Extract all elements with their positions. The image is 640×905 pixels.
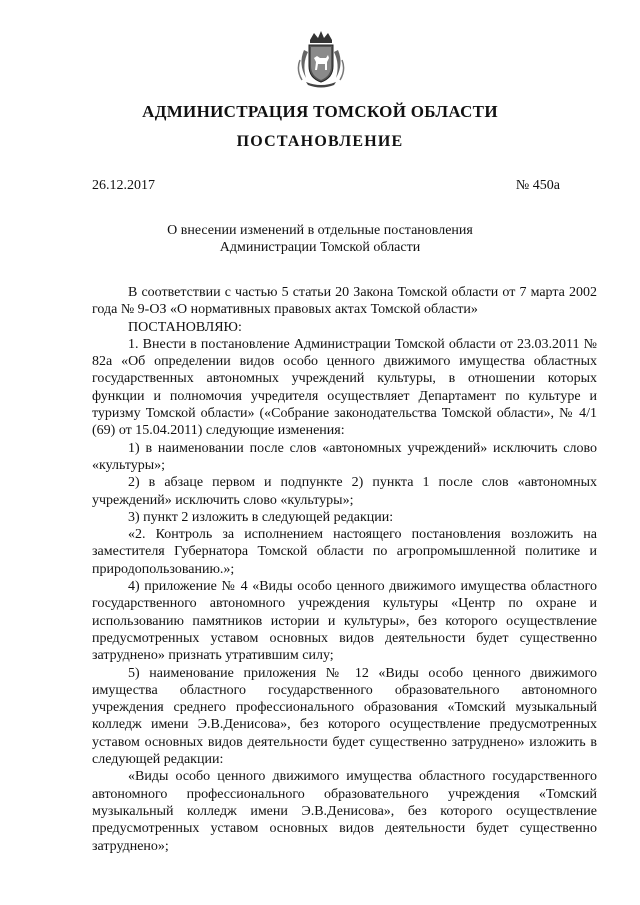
paragraph: «Виды особо ценного движимого имущества областного государственного автономного профессионального образовательного учреждения «Томский музыкальный колледж имени Э.В.Денисова», без которого осуществление предусмотренных уставом основных видов деятельности будет существенно затруднено»;	[92, 769, 597, 854]
decree-word: ПОСТАНОВЛЯЮ:	[128, 319, 242, 335]
paragraph: 1) в наименовании после слов «автономных учреждений» исключить слово «культуры»;	[92, 440, 597, 473]
document-type: ПОСТАНОВЛЕНИЕ	[236, 133, 404, 150]
document-body	[92, 284, 597, 855]
paragraph: «2. Контроль за исполнением настоящего постановления возложить на заместителя Губернатора Томской области по агропромышленной политике и природопользованию.»;	[92, 527, 597, 577]
coat-of-arms-icon	[296, 30, 346, 88]
paragraph: 5) наименование приложения № 12 «Виды особо ценного движимого имущества областного государственного образовательного автономного учреждения среднего профессионального образования «Томский музыкальный колледж имени Э.В.Денисова», без которого осуществление предусмотренных уставом основных видов деятельности будет существенно затруднено» изложить в следующей редакции:	[92, 665, 597, 768]
subject-line: О внесении изменений в отдельные постановления	[167, 223, 473, 238]
paragraph: 2) в абзаце первом и подпункте 2) пункта 1 после слов «автономных учреждений» исключить слово «культуры»;	[92, 475, 597, 508]
document-number: № 450а	[515, 178, 560, 193]
paragraph: 4) приложение № 4 «Виды особо ценного движимого имущества областного государственного автономного учреждения культуры «Центр по охране и использованию памятников истории и культуры», без которого осуществление предусмотренных уставом основных видов деятельности будет существенно затруднено» признать утратившим силу;	[92, 579, 597, 664]
paragraph: 3) пункт 2 изложить в следующей редакции:	[128, 509, 394, 525]
subject-line: Администрации Томской области	[219, 240, 421, 255]
organization-title: АДМИНИСТРАЦИЯ ТОМСКОЙ ОБЛАСТИ	[142, 102, 498, 121]
document-date: 26.12.2017	[92, 178, 155, 193]
document-subject	[0, 222, 640, 256]
paragraph: В соответствии с частью 5 статьи 20 Закона Томской области от 7 марта 2002 года № 9-ОЗ «О нормативных правовых актах Томской области»	[92, 285, 597, 318]
paragraph: 1. Внести в постановление Администрации Томской области от 23.03.2011 № 82а «Об определении видов особо ценного движимого имущества областных государственных автономных учреждений культуры, в отношении которых функции и полномочия учредителя осуществляет Департамент по культуре и туризму Томской области» («Собрание законодательства Томской области», № 4/1 (69) от 15.04.2011) следующие изменения:	[92, 336, 597, 439]
